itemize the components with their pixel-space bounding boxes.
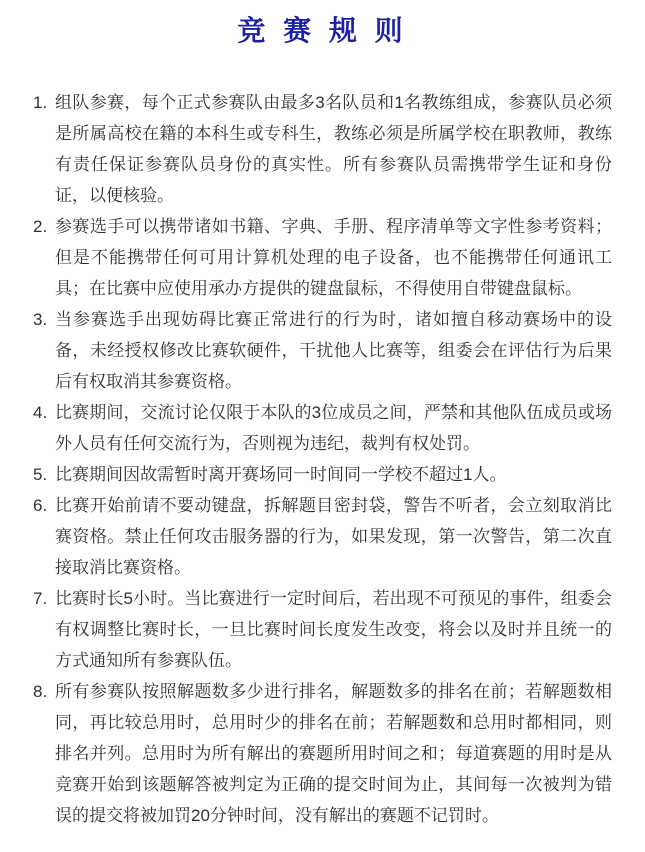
rules-list	[33, 87, 612, 831]
rule-text-5: 比赛期间因故需暂时离开赛场同一时间同一学校不超过1人。	[55, 465, 507, 484]
rule-item-8	[33, 676, 612, 831]
rule-item-4	[33, 397, 612, 459]
rule-number-5: 5.	[33, 465, 48, 484]
rule-number-6: 6.	[33, 496, 48, 515]
page-title: 竞 赛 规 则	[237, 15, 408, 46]
rule-text-4: 比赛期间，交流讨论仅限于本队的3位成员之间，严禁和其他队伍成员或场外人员有任何交流行为，否则视为违纪，裁判有权处罚。	[55, 403, 612, 453]
rule-number-7: 7.	[33, 589, 48, 608]
rule-text-8: 所有参赛队按照解题数多少进行排名，解题数多的排名在前；若解题数相同，再比较总用时，总用时少的排名在前；若解题数和总用时都相同，则排名并列。总用时为所有解出的赛题所用时间之和；每道赛题的用时是从竞赛开始到该题解答被判定为正确的提交时间为止，其间每一次被判为错误的提交将被加罚20分钟时间，没有解出的赛题不记罚时。	[55, 682, 612, 825]
rule-text-3: 当参赛选手出现妨碍比赛正常进行的行为时，诸如擅自移动赛场中的设备，未经授权修改比赛软硬件，干扰他人比赛等，组委会在评估行为后果后有权取消其参赛资格。	[55, 310, 612, 391]
rule-number-4: 4.	[33, 403, 48, 422]
document-page	[0, 17, 645, 852]
rule-text-1: 组队参赛，每个正式参赛队由最多3名队员和1名教练组成，参赛队员必须是所属高校在籍的本科生或专科生，教练必须是所属学校在职教师，教练有责任保证参赛队员身份的真实性。所有参赛队员需携带学生证和身份证，以便核验。	[55, 93, 612, 205]
rule-number-8: 8.	[33, 682, 48, 701]
rule-item-5	[33, 459, 612, 490]
rule-text-7: 比赛时长5小时。当比赛进行一定时间后，若出现不可预见的事件，组委会有权调整比赛时长，一旦比赛时间长度发生改变，将会以及时并且统一的方式通知所有参赛队伍。	[55, 589, 612, 670]
rule-item-6	[33, 490, 612, 583]
rule-number-3: 3.	[33, 310, 48, 329]
rule-number-2: 2.	[33, 217, 48, 236]
rule-text-2: 参赛选手可以携带诸如书籍、字典、手册、程序清单等文字性参考资料；但是不能携带任何可用计算机处理的电子设备，也不能携带任何通讯工具；在比赛中应使用承办方提供的键盘鼠标，不得使用自带键盘鼠标。	[55, 217, 612, 298]
rule-item-7	[33, 583, 612, 676]
rule-item-1	[33, 87, 612, 211]
rule-text-6: 比赛开始前请不要动键盘，拆解题目密封袋，警告不听者，会立刻取消比赛资格。禁止任何攻击服务器的行为，如果发现，第一次警告，第二次直接取消比赛资格。	[55, 496, 612, 577]
rule-item-2	[33, 211, 612, 304]
rule-number-1: 1.	[33, 93, 48, 112]
rule-item-3	[33, 304, 612, 397]
